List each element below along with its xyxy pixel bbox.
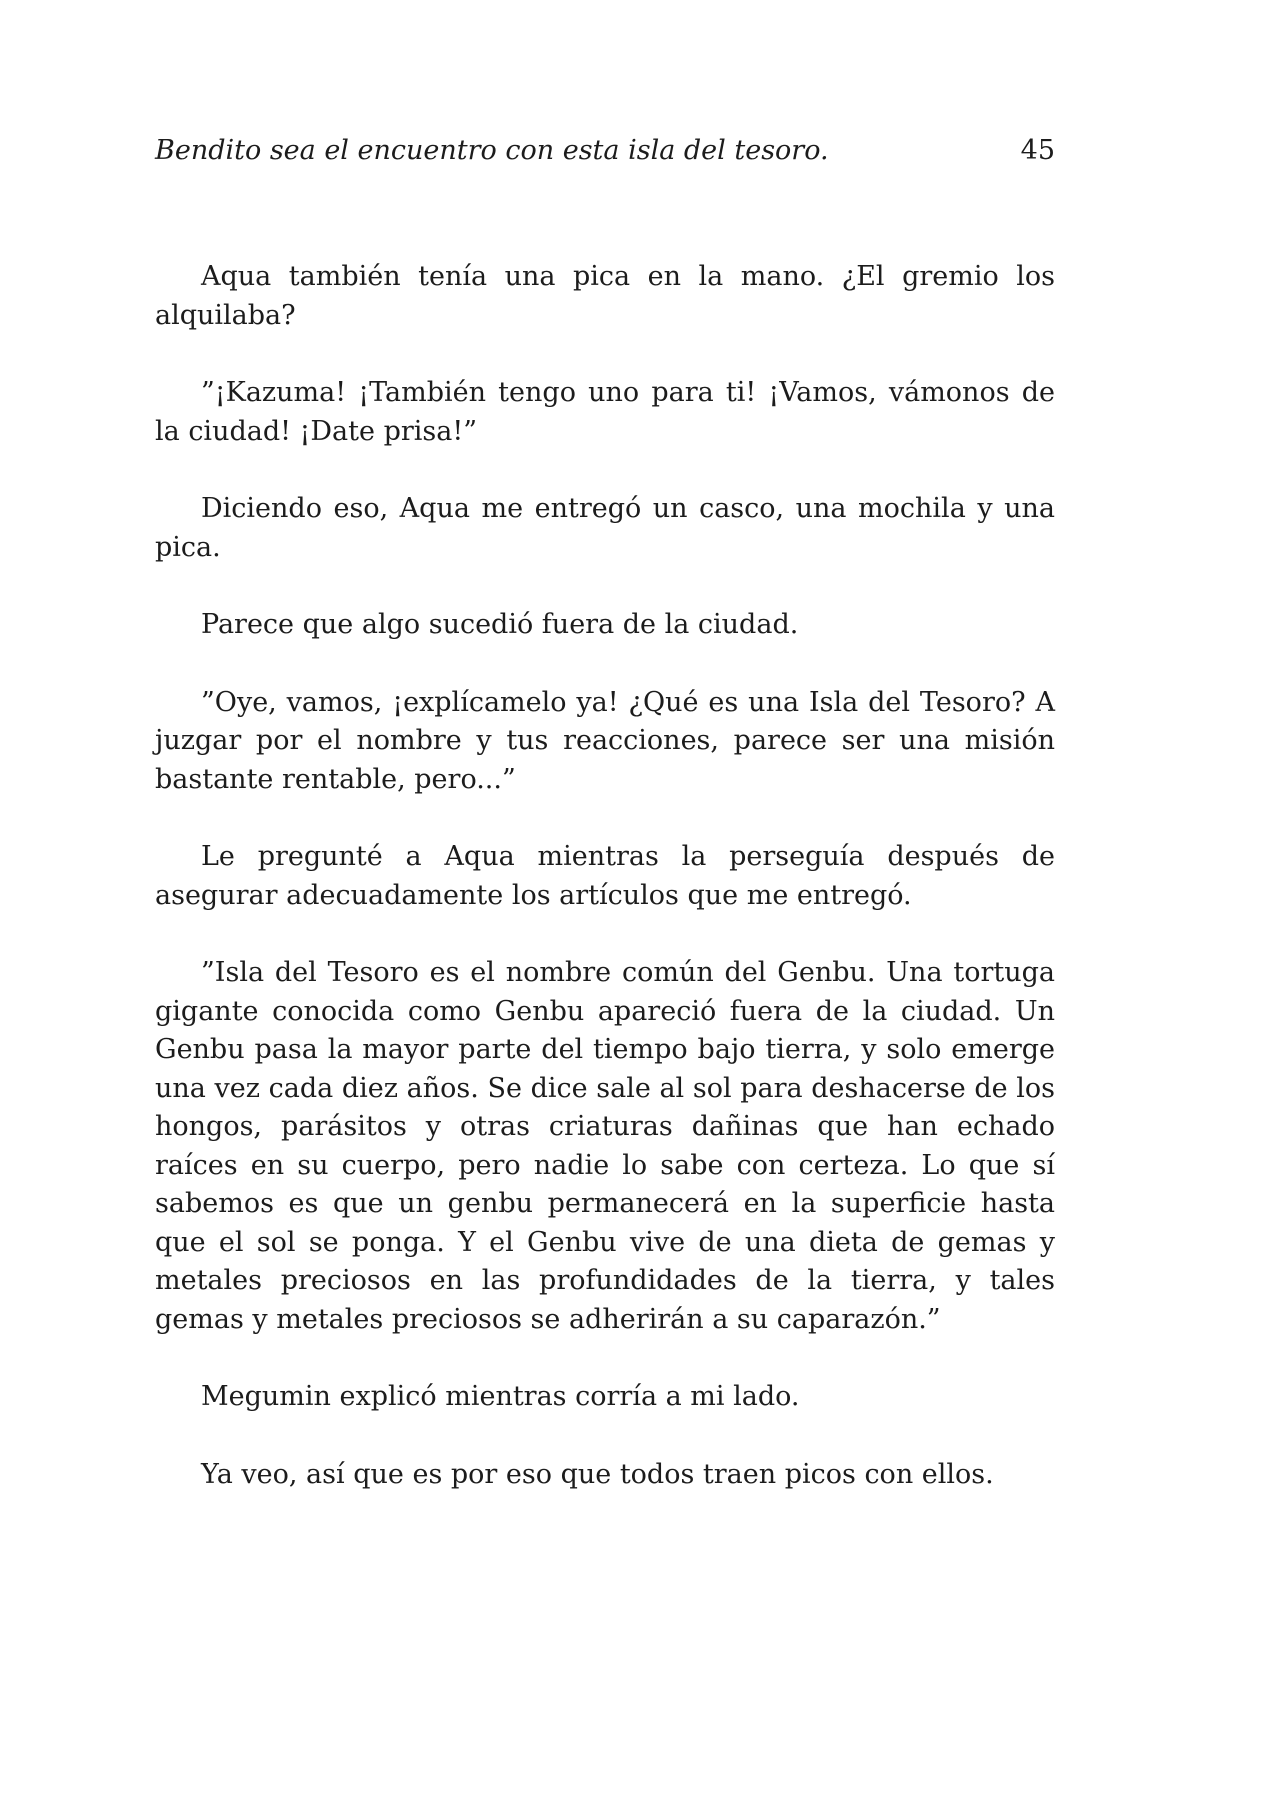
- paragraph: ”¡Kazuma! ¡También tengo uno para ti! ¡Vamos, vámonos de la ciudad! ¡Date prisa!”: [155, 377, 1055, 447]
- paragraph: Ya veo, así que es por eso que todos traen picos con ellos.: [201, 1458, 994, 1490]
- paragraph: Megumin explicó mientras corría a mi lado.: [201, 1381, 800, 1412]
- book-page: [155, 0, 1055, 1807]
- paragraph: ”Isla del Tesoro es el nombre común del Genbu. Una tortuga gigante conocida como Genbu apareció fuera de la ciudad. Un Genbu pasa la mayor parte del tiempo bajo tierra, y solo emerge una vez cada diez años. Se dice sale al sol para deshacerse de los hongos, parásitos y otras criaturas dañinas que han echado raíces en su cuerpo, pero nadie lo sabe con certeza. Lo que sí sabemos es que un genbu permanecerá en la superficie hasta que el sol se ponga. Y el Genbu vive de una dieta de gemas y metales preciosos en las profundidades de la tierra, y tales gemas y metales preciosos se adherirán a su caparazón.”: [155, 957, 1055, 1335]
- body-text: [155, 258, 1055, 1533]
- paragraph: Le pregunté a Aqua mientras la perseguía después de asegurar adecuadamente los artículos que me entregó.: [155, 841, 1055, 911]
- paragraph: Aqua también tenía una pica en la mano. ¿El gremio los alquilaba?: [155, 261, 1055, 331]
- running-header: [155, 131, 1055, 171]
- page-number: 45: [1020, 135, 1055, 166]
- paragraph: Parece que algo sucedió fuera de la ciudad.: [201, 609, 799, 640]
- running-title: Bendito sea el encuentro con esta isla del tesoro.: [155, 135, 829, 166]
- paragraph: ”Oye, vamos, ¡explícamelo ya! ¿Qué es una Isla del Tesoro? A juzgar por el nombre y tus reacciones, parece ser una misión bastante rentable, pero...”: [155, 686, 1055, 795]
- paragraph: Diciendo eso, Aqua me entregó un casco, una mochila y una pica.: [155, 493, 1055, 563]
